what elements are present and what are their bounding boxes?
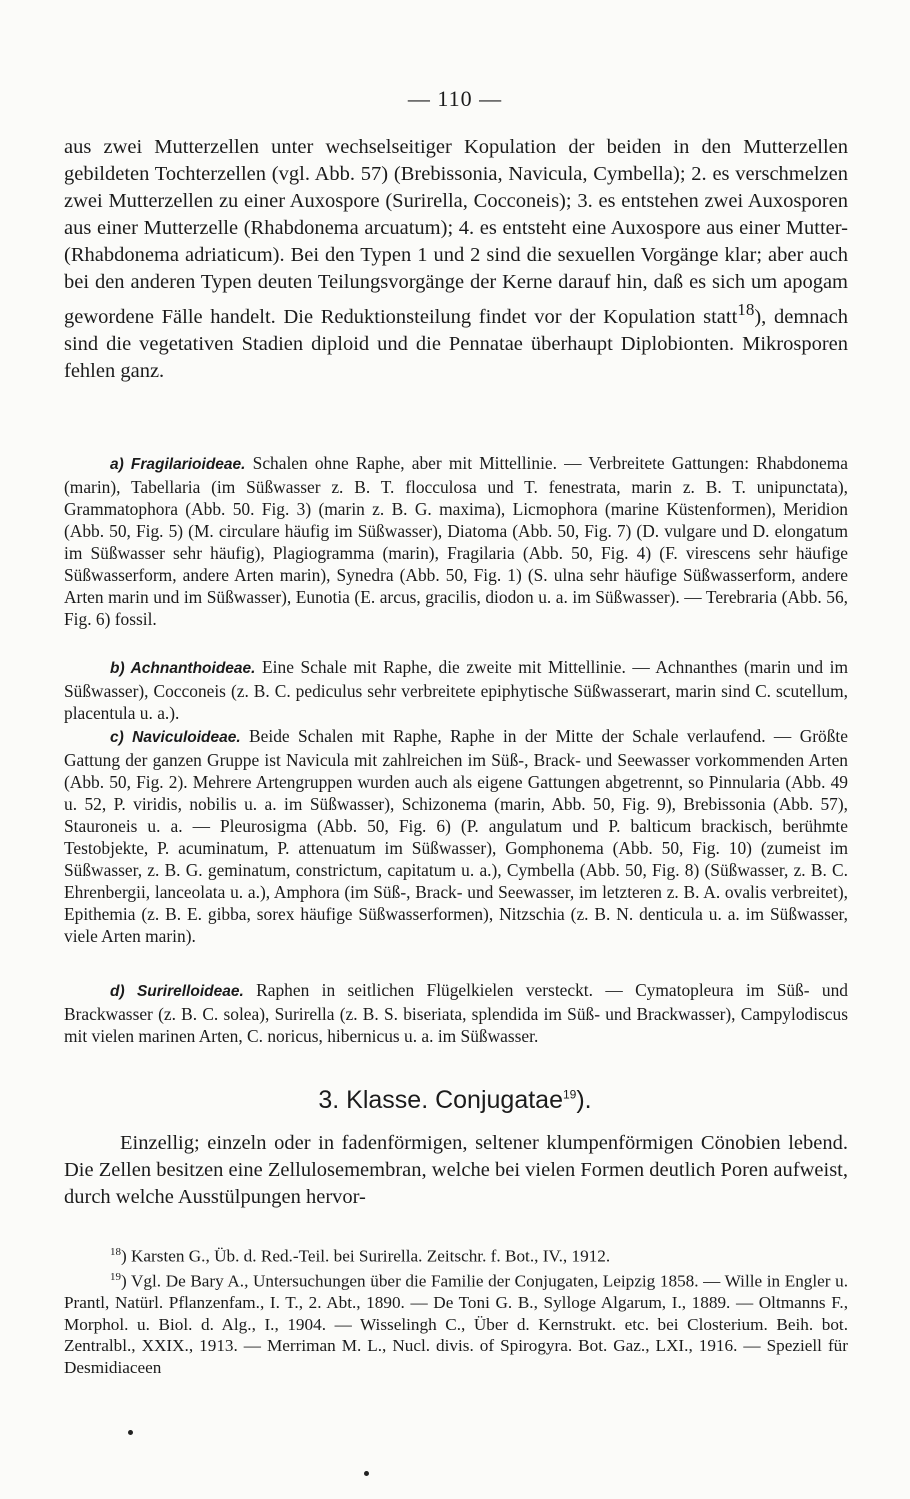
conjugatae-paragraph (64, 1130, 848, 1211)
footnote-mark: 18 (110, 1246, 121, 1258)
intro-paragraph (64, 134, 848, 385)
section-label: d) Surirelloideae. (110, 983, 244, 1000)
footnotes (64, 1242, 848, 1378)
section-label: b) Achnanthoideae. (110, 660, 256, 677)
footnote-text: ) Karsten G., Üb. d. Red.-Teil. bei Surirella. Zeitschr. f. Bot., IV., 1912. (121, 1246, 611, 1266)
footnote-mark: 19 (110, 1271, 121, 1284)
heading-tail: ). (576, 1086, 592, 1114)
page-number: — 110 — (407, 86, 503, 111)
section-label: c) Naviculoideae. (110, 729, 241, 746)
section-text: Beide Schalen mit Raphe, Raphe in der Mitte der Schale verlaufend. — Größte Gattung der ganzen Gruppe ist Navicula mit zahlreichen im Süß-, Brack- und Seewasser vorkommenden Arten (Abb. 50, Fig. 2). Mehrere Artengruppen wurden auch als eigene Gattungen abgetrennt, so Pinnularia (Abb. 49 u. 52, P. viridis, nobilis u. a. im Süßwasser), Schizonema (marin, Abb. 50, Fig. 9), Brebissonia (Abb. 57), Stauroneis u. a. — Pleurosigma (Abb. 50, Fig. 6) (P. angulatum und P. balticum brackisch, berühmte Testobjekte, P. acuminatum, P. attenuatum im Süßwasser), Gomphonema (Abb. 50, Fig. 10) (zumeist im Süßwasser, z. B. G. geminatum, constrictum, capitatum u. a.), Cymbella (Abb. 50, Fig. 8) (Süßwasser, z. B. C. Ehrenbergii, lanceolata u. a.), Amphora (im Süß-, Brack- und Seewasser, im letzteren z. B. A. ovalis verbreitet), Epithemia (z. B. E. gibba, sorex häufige Süßwasserformen), Nitzschia (z. B. N. denticula u. a. im Süßwasser, viele Arten marin). (64, 726, 848, 946)
section-fragilarioideae (64, 452, 848, 634)
section-text: Schalen ohne Raphe, aber mit Mittellinie. — Verbreitete Gattungen: Rhabdonema (marin), Tabellaria (im Süßwasser z. B. T. flocculosa und T. fenestrata, marin z. B. T. unipunctata), Grammatophora (Abb. 50. Fig. 3) (marin z. B. G. maxima), Licmophora (marine Küstenformen), Meridion (Abb. 50, Fig. 5) (M. circulare häufig im Süßwasser), Diatoma (Abb. 50, Fig. 7) (D. vulgare und D. elongatum im Süßwasser sehr häufig), Plagiogramma (marin), Fragilaria (Abb. 50, Fig. 4) (F. virescens sehr häufige Süßwasserform, andere Arten marin), Synedra (Abb. 50, Fig. 1) (S. ulna sehr häufige Süßwasserform, andere Arten marin und im Süßwasser), Eunotia (E. arcus, gracilis, diodon u. a. im Süßwasser). — Terebraria (Abb. 56, Fig. 6) fossil. (64, 453, 848, 629)
ink-speck (128, 1430, 133, 1435)
section-naviculoideae (64, 725, 848, 951)
intro-footnote-ref: 18 (737, 300, 755, 319)
section-text: Eine Schale mit Raphe, die zweite mit Mittellinie. — Achnanthes (marin und im Süßwasser), Cocconeis (z. B. C. pediculus sehr verbreitete epiphytische Süßwasserart, marin sind C. scutellum, placentula u. a.). (64, 657, 848, 723)
section-achnanthoideae (64, 656, 848, 728)
conjugatae-text: Einzellig; einzeln oder in fadenförmigen, seltener klumpenförmigen Cönobien lebend. Die Zellen besitzen eine Zellulosemembran, welche bei vielen Formen deutlich Poren aufweist, durch welche Ausstülpungen hervor- (64, 1132, 848, 1208)
heading-footnote-ref: 19 (562, 1087, 577, 1102)
section-label: a) Fragilarioideae. (110, 456, 246, 473)
intro-main: aus zwei Mutterzellen unter wechselseitiger Kopulation der beiden in den Mutterzellen gebildeten Tochterzellen (vgl. Abb. 57) (Brebissonia, Navicula, Cymbella); 2. es verschmelzen zwei Mutterzellen zu einer Auxospore (Surirella, Cocconeis); 3. es entstehen zwei Auxosporen aus einer Mutterzelle (Rhabdonema arcuatum); 4. es entsteht eine Auxospore aus einer Mutter- (Rhabdonema adriaticum). Bei den Typen 1 und 2 sind die sexuellen Vorgänge klar; aber auch bei den anderen Typen deuten Teilungsvorgänge der Kerne darauf hin, daß es sich um apogam gewordene Fälle handelt. Die Reduktionsteilung findet vor der Kopulation statt (64, 136, 848, 328)
section-text: Raphen in seitlichen Flügelkielen versteckt. — Cymatopleura im Süß- und Brackwasser (z. B. C. solea), Surirella (z. B. S. biseriata, splendida im Süß- und Brackwasser), Campylodiscus mit vielen marinen Arten, C. noricus, hibernicus u. a. im Süßwasser. (64, 980, 848, 1046)
footnote-18 (64, 1242, 848, 1267)
intro-end: ), demnach sind die vegetativen Stadien diploid und die Pennatae überhaupt Diplobionten. Mikrosporen fehlen ganz. (64, 305, 848, 382)
footnote-19 (64, 1267, 848, 1378)
class-heading (0, 1086, 910, 1115)
ink-speck (364, 1471, 369, 1476)
intro-text (64, 134, 848, 385)
section-surirelloideae (64, 979, 848, 1051)
footnote-text: ) Vgl. De Bary A., Untersuchungen über die Familie der Conjugaten, Leipzig 1858. — Wille in Engler u. Prantl, Natürl. Pflanzenfam., I. T., 2. Abt., 1890. — De Toni G. B., Sylloge Algarum, I., 1889. — Oltmanns F., Morphol. u. Biol. d. Alg., I., 1904. — Wisselingh C., Über d. Kernstrukt. etc. bei Closterium. Beih. bot. Zentralbl., XXIX., 1913. — Merriman M. L., Nucl. divis. of Spirogyra. Bot. Gaz., LXI., 1916. — Speziell für Desmidiaceen (64, 1271, 848, 1377)
heading-text: 3. Klasse. Conjugatae (318, 1086, 563, 1114)
